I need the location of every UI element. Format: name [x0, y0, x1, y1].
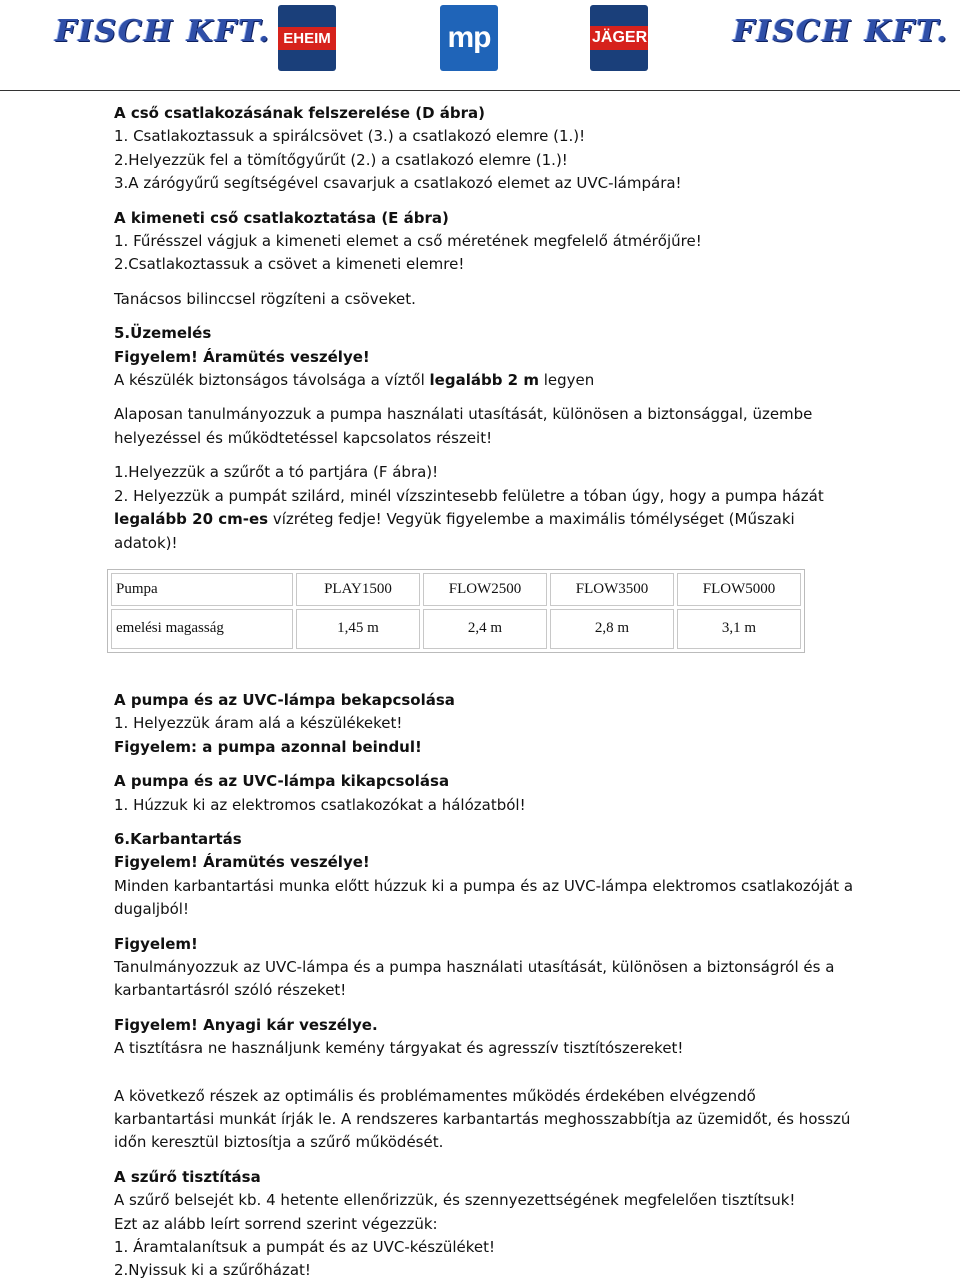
on-section-title: A pumpa és az UVC-lámpa bekapcsolása: [114, 690, 455, 709]
section-6-warning: Figyelem! Áramütés veszélye!: [114, 853, 370, 872]
section-e-tip: Tanácsos bilinccsel rögzíteni a csöveket.: [114, 289, 416, 308]
section-d-title: A cső csatlakozásának felszerelése (D ábra): [114, 104, 485, 122]
section-5-step-1: 1.Helyezzük a szűrőt a tó partjára (F ábra)!: [114, 463, 439, 482]
off-section-title: A pumpa és az UVC-lámpa kikapcsolása: [114, 772, 450, 791]
fisch-logo-right: FISCH KFT.: [733, 14, 949, 49]
section-d-step-2: 2.Helyezzük fel a tömítőgyűrűt (2.) a csatlakozó elemre (1.)!: [114, 150, 568, 169]
jager-logo-text: JÄGER: [590, 26, 648, 50]
step2-suffix: vízréteg fedje! Vegyük figyelembe a maximális tómélységet (Műszaki adatok)!: [114, 510, 795, 552]
filter-cleaning-order: Ezt az alább leírt sorrend szerint végezzük:: [114, 1214, 438, 1233]
off-section-step: 1. Húzzuk ki az elektromos csatlakozókat a hálózatból!: [114, 795, 526, 814]
eheim-logo-text: EHEIM: [278, 27, 336, 50]
filter-cleaning-step-2: 2.Nyissuk ki a szűrőházat!: [114, 1261, 311, 1280]
mp-logo: mp: [440, 5, 498, 71]
section-5-study: Alaposan tanulmányozzuk a pumpa használati utasítását, különösen a biztonsággal, üzembe helyezéssel és működtetéssel kapcsolatos részeit!: [114, 405, 813, 447]
distance-text: A készülék biztonságos távolsága a víztől: [114, 371, 430, 390]
section-5-warning: Figyelem! Áramütés veszélye!: [114, 347, 370, 366]
page-header: [0, 0, 960, 92]
section-d-step-3: 3.A zárógyűrű segítségével csavarjuk a csatlakozó elemet az UVC-lámpára!: [114, 174, 682, 193]
on-section-step: 1. Helyezzük áram alá a készülékeket!: [114, 714, 403, 733]
section-d-step-1: 1. Csatlakoztassuk a spirálcsövet (3.) a csatlakozó elemre (1.)!: [114, 127, 586, 146]
spec-header-play1500: PLAY1500: [296, 573, 420, 606]
spec-header-flow5000: FLOW5000: [677, 573, 801, 606]
distance-suffix: legyen: [538, 371, 595, 390]
spec-header-flow3500: FLOW3500: [550, 573, 674, 606]
section-e-title: A kimeneti cső csatlakoztatása (E ábra): [114, 208, 449, 227]
section-6-unplug: Minden karbantartási munka előtt húzzuk ki a pumpa és az UVC-lámpa elektromos csatlakozóját a dugaljból!: [114, 876, 854, 919]
spec-cell-flow2500: 2,4 m: [423, 609, 547, 649]
filter-cleaning-step-1: 1. Áramtalanítsuk a pumpát és az UVC-készüléket!: [114, 1238, 496, 1257]
jager-logo: [590, 5, 648, 71]
section-6-attention: Figyelem!: [114, 934, 198, 953]
section-e-step-2: 2.Csatlakoztassuk a csövet a kimeneti elemre!: [114, 255, 465, 274]
section-6-study: Tanulmányozzuk az UVC-lámpa és a pumpa használati utasítását, különösen a biztonságról és a karbantartásról szóló részeket!: [114, 957, 835, 1000]
filter-cleaning-check: A szűrő belsejét kb. 4 hetente ellenőrizzük, és szennyezettségének megfelelően tisztítsuk!: [114, 1191, 796, 1210]
section-5-title: 5.Üzemelés: [114, 324, 212, 343]
header-divider: [0, 90, 960, 91]
filter-cleaning-title: A szűrő tisztítása: [114, 1167, 261, 1186]
section-5-step-2: [114, 485, 854, 555]
section-6-damage-warning: Figyelem! Anyagi kár veszélye.: [114, 1015, 378, 1034]
spec-header-row: [111, 573, 801, 606]
spec-header-flow2500: FLOW2500: [423, 573, 547, 606]
fisch-logo-left: FISCH KFT.: [55, 14, 271, 49]
section-5-distance: [114, 369, 854, 392]
eheim-logo: [278, 5, 336, 71]
distance-value: legalább 2 m: [429, 371, 539, 390]
step2-depth: legalább 20 cm-es: [114, 510, 269, 529]
step2-text: 2. Helyezzük a pumpát szilárd, minél vízszintesebb felületre a tóban úgy, hogy a pumpa házát: [114, 486, 824, 505]
spec-cell-play1500: 1,45 m: [296, 609, 420, 649]
section-6-title: 6.Karbantartás: [114, 829, 242, 848]
spec-cell-flow3500: 2,8 m: [550, 609, 674, 649]
document-body: [114, 102, 854, 1283]
spec-row-label: emelési magasság: [111, 609, 293, 649]
on-section-warning: Figyelem: a pumpa azonnal beindul!: [114, 737, 422, 756]
spec-header-pumpa: Pumpa: [111, 573, 293, 606]
spec-data-row: [111, 609, 801, 649]
section-e-step-1: 1. Fűrésszel vágjuk a kimeneti elemet a cső méretének megfelelő átmérőjűre!: [114, 232, 702, 251]
spec-table: [107, 569, 805, 653]
spec-cell-flow5000: 3,1 m: [677, 609, 801, 649]
section-6-intro: A következő részek az optimális és problémamentes működés érdekében elvégzendő karbantartási munkát írják le. A rendszeres karbantartás meghosszabbítja az üzemidőt, és hosszú időn keresztül biztosítja a szűrő működését.: [114, 1086, 851, 1152]
section-6-no-hard: A tisztításra ne használjunk kemény tárgyakat és agresszív tisztítószereket!: [114, 1039, 684, 1058]
